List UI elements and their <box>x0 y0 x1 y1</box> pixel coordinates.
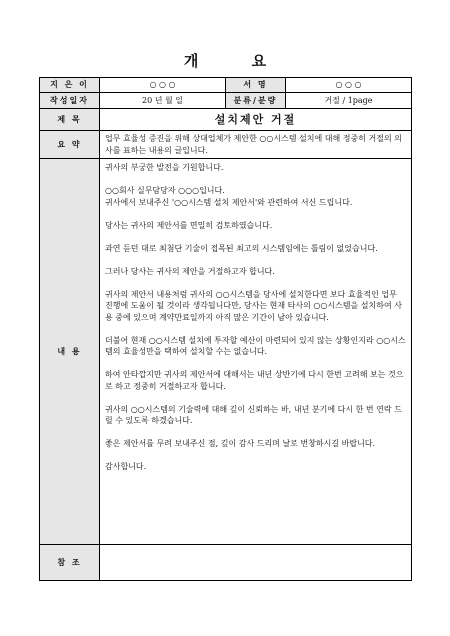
reference-row <box>40 545 412 581</box>
document-title: 개 요 <box>183 52 291 70</box>
content-paragraph: 과연 듣던 대로 최첨단 기술이 접목된 최고의 시스템임에는 틀림이 없었습니다. <box>105 243 378 253</box>
content-paragraph: 좋은 제안서를 무려 보내주신 점, 깊이 감사 드리며 날로 번창하시길 바랍니다. <box>105 439 376 448</box>
reference-label: 참 조 <box>40 545 100 581</box>
content-body <box>100 159 412 545</box>
author-value: ○ ○ ○ <box>100 78 226 93</box>
reference-value <box>100 545 412 581</box>
content-paragraph: 귀사의 부궁한 발전을 기원합니다. <box>105 163 224 172</box>
category-label: 분류/분량 <box>226 93 286 109</box>
summary-value: 업무 효율성 증진을 위해 상대업체가 제안한 ○○시스템 설치에 대해 정중히 거절의 의사를 표하는 내용의 글입니다. <box>100 131 412 159</box>
content-paragraph: 당사는 귀사의 제안서를 면밀히 검토하였습니다. <box>105 220 273 230</box>
subject-value: 설치제안 거절 <box>100 109 412 131</box>
content-paragraph: ○○회사 실무담당자 ○○○입니다. 귀사에서 보내주신 '○○시스템 설치 제안서'와 관련하여 서신 드립니다. <box>105 186 353 207</box>
content-paragraph: 더불어 현재 ○○시스템 설치에 투자할 예산이 마련되어 있지 않는 상황인지라 ○○시스템의 효율성만을 택하여 설치할 수는 없습니다. <box>105 335 406 356</box>
date-value: 20 년 월 일 <box>100 93 226 109</box>
subject-label: 제 목 <box>40 109 100 131</box>
summary-label: 요 약 <box>40 131 100 159</box>
category-value: 거절 / 1page <box>286 93 412 109</box>
author-row <box>40 78 412 93</box>
seal-value: ○ ○ ○ <box>286 78 412 93</box>
overview-table <box>39 77 412 581</box>
content-paragraph: 하여 안타깝지만 귀사의 제안서에 대해서는 내년 상반기에 다시 한번 고려해 보는 것으로 하고 정중히 거절하고자 합니다. <box>105 370 404 391</box>
author-label: 지 은 이 <box>40 78 100 93</box>
seal-label: 서 명 <box>226 78 286 93</box>
subject-row <box>40 109 412 131</box>
date-row <box>40 93 412 109</box>
content-label: 내 용 <box>40 159 100 545</box>
content-paragraph: 그러나 당사는 귀사의 제안을 거절하고자 합니다. <box>105 266 275 276</box>
content-paragraph: 귀사의 ○○시스템의 기술력에 대해 깊이 신뢰하는 바, 내년 분기에 다시 한 번 연락 드릴 수 있도록 하겠습니다. <box>105 404 402 425</box>
content-paragraph: 감사합니다. <box>105 462 147 471</box>
content-paragraph: 귀사의 제안서 내용처럼 귀사의 ○○시스템을 당사에 설치한다면 보다 효율적인 업무 진행에 도움이 될 것이라 생각됩니다만, 당사는 현재 타사의 ○○시스템을 설치하여 사용 중에 있으며 계약만료일까지 아직 많은 기간이 남아 있습니다. <box>105 289 402 322</box>
summary-row <box>40 131 412 159</box>
content-row <box>40 159 412 545</box>
date-label: 작성일자 <box>40 93 100 109</box>
